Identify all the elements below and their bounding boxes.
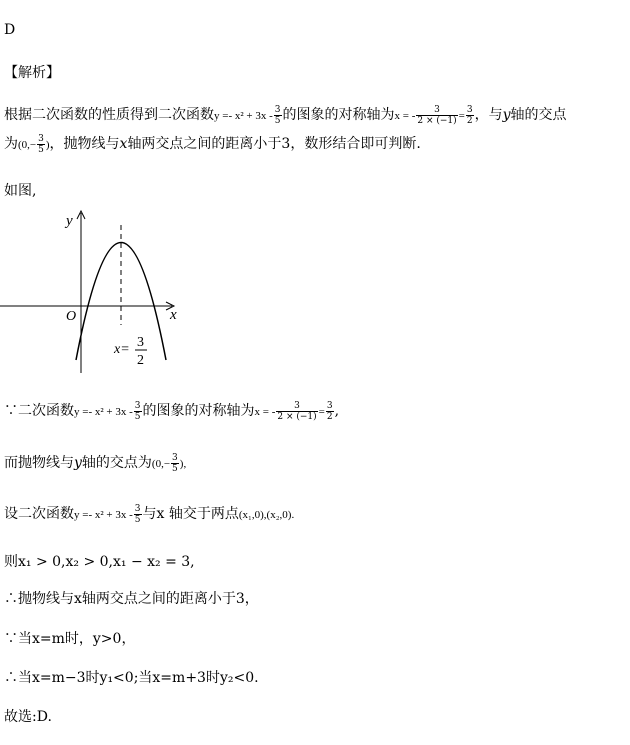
numerator: 3 [38,133,44,144]
denominator: 5 [274,115,281,126]
figure-caption: 如图, [4,183,37,199]
numerator: 3 [274,104,281,115]
denominator: 2 [466,115,473,126]
text: 的图象的对称轴为 [142,403,255,419]
text: 为 [4,136,18,152]
text: 的图象的对称轴为 [282,107,395,123]
text: , [334,403,340,419]
axis-equation: x = - [254,406,276,418]
denominator: 2 × (−1) [277,411,317,422]
equals: = [458,110,465,122]
symmetry-frac-den: 2 [137,353,144,368]
function-expression: y =- x² + 3x - [74,509,133,521]
numerator: 3 [172,452,178,463]
x-axis-label: x [170,307,177,323]
text: 轴两交点之间的距离小于3，数形结合即可判断. [127,136,421,152]
origin-label: O [66,309,77,324]
symmetry-frac-num: 3 [137,335,144,350]
denominator: 2 × (−1) [417,115,457,126]
fraction [466,105,474,126]
text: 根据二次函数的性质得到二次函数 [4,107,214,123]
point: (0,− [18,139,37,151]
function-expression: y =- x² + 3x - [74,406,133,418]
denominator: 5 [134,411,141,422]
numerator: 3 [326,400,333,411]
solution-line-1 [4,400,339,422]
text: ，抛物线与 [49,136,120,152]
numerator: 3 [134,503,141,514]
numerator: 3 [416,105,457,116]
denominator: 5 [134,514,141,525]
numerator: 3 [466,104,473,115]
analysis-line-1 [4,104,567,126]
fraction [326,401,334,422]
text: ), [179,458,187,470]
text: 轴的交点 [510,107,567,123]
denominator: 5 [172,463,178,474]
text: 轴的交点为 [81,455,152,471]
text: 与x 轴交于两点 [142,506,239,522]
function-expression: y =- x² + 3x - [214,110,273,122]
solution-line-4: 则x₁ > 0,x₂ > 0,x₁ − x₂ = 3, [4,554,195,570]
fraction [37,134,45,155]
numerator: 3 [134,400,141,411]
text: 而抛物线与 [4,455,74,471]
text: ∵二次函数 [4,403,74,419]
solution-line-3 [4,503,294,525]
var: y [74,455,82,471]
numerator: 3 [276,401,317,412]
fraction [416,105,457,126]
fraction [171,453,179,474]
denominator: 2 [326,411,333,422]
intersection-points: (x₁,0),(x₂,0). [238,509,295,521]
point: (0,− [151,458,171,470]
fraction [274,105,282,126]
parabola-graph [0,205,200,375]
solution-line-7: ∴当x=m−3时y₁<0;当x=m+3时y₂<0. [4,670,259,686]
fraction [134,504,142,525]
fraction [276,401,317,422]
text: 设二次函数 [4,506,74,522]
axis-equation: x = - [394,110,416,122]
solution-line-8: 故选:D. [4,709,52,725]
denominator: 5 [38,144,44,155]
y-axis-label: y [66,213,73,229]
analysis-line-2 [4,133,421,155]
solution-line-5: ∴抛物线与x轴两交点之间的距离小于3， [4,591,259,607]
fraction [134,401,142,422]
answer: D [4,22,16,38]
solution-line-2 [4,452,186,474]
point-end: ) [45,139,50,151]
symmetry-axis-label: x= [114,342,130,357]
equals: = [318,406,325,418]
var: x [119,136,128,152]
text: ，与 [474,107,503,123]
section-title: 【解析】 [4,65,60,81]
solution-line-6: ∵当x=m时，y>0， [4,631,136,647]
var: y [502,107,511,123]
